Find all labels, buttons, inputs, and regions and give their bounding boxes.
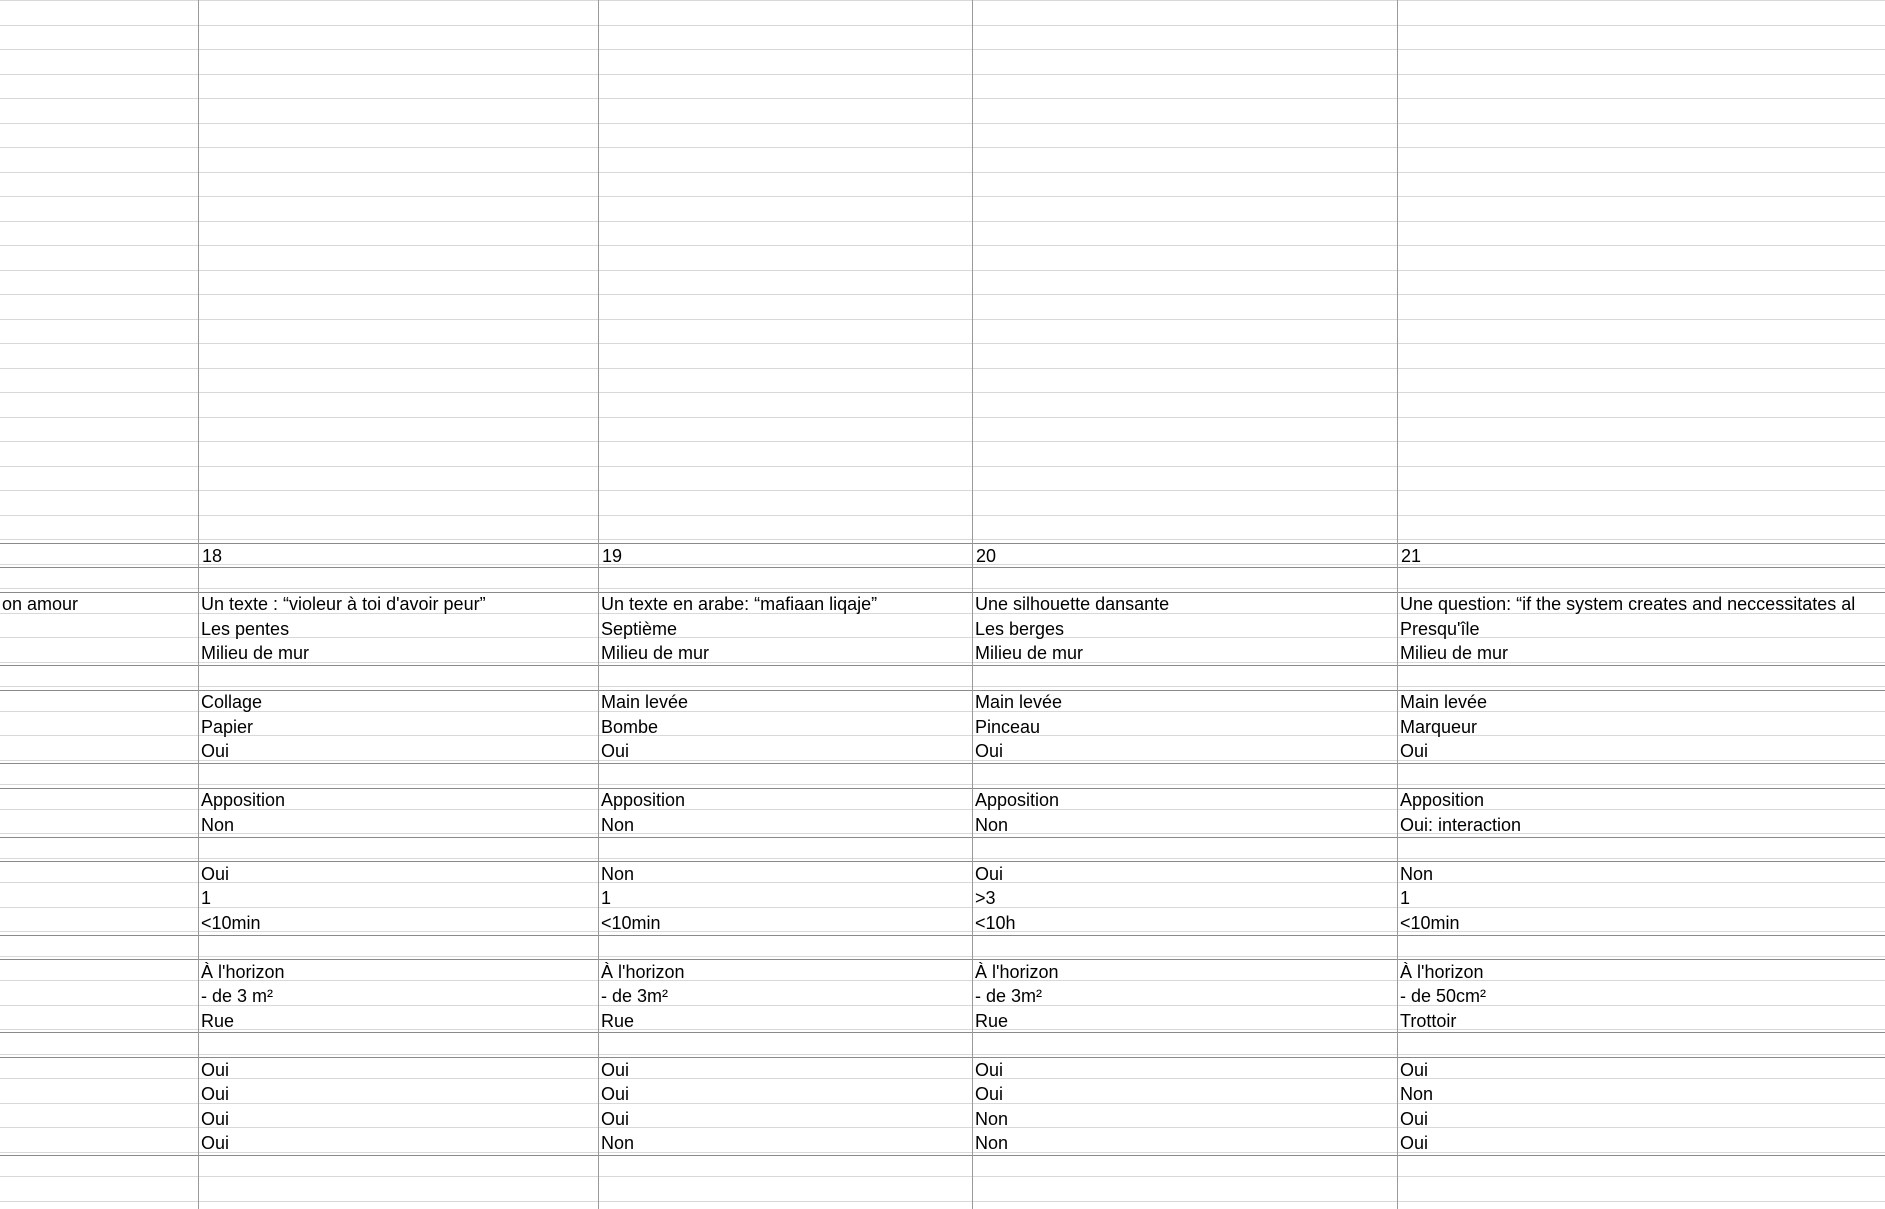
table-cell[interactable]: <10min (201, 912, 261, 933)
row-gridline (0, 123, 1885, 124)
row-gridline (0, 441, 1885, 442)
table-cell[interactable]: Un texte : “violeur à toi d'avoir peur” (201, 594, 486, 614)
table-cell[interactable]: Oui (201, 741, 230, 761)
row-gridline (0, 858, 1885, 859)
row-gridline (0, 319, 1885, 320)
table-cell[interactable]: <10min (1400, 912, 1460, 933)
row-gridline (0, 245, 1885, 246)
column-number-cell[interactable]: 20 (976, 546, 997, 566)
table-cell[interactable]: 1 (201, 888, 212, 908)
row-gridline (0, 1054, 1885, 1055)
table-cell[interactable]: Main levée (975, 692, 1063, 712)
table-cell[interactable]: Oui (201, 1108, 230, 1129)
row-gridline (0, 98, 1885, 99)
row-gridline (0, 686, 1885, 687)
row-border (0, 837, 1885, 838)
table-cell[interactable]: Trottoir (1400, 1010, 1457, 1031)
column-number-cell[interactable]: 19 (602, 546, 623, 566)
row-gridline (0, 25, 1885, 26)
table-cell[interactable]: on amour (2, 594, 79, 614)
table-cell[interactable]: Oui (1400, 1133, 1429, 1153)
table-cell[interactable]: Oui (601, 1059, 630, 1080)
table-cell[interactable]: Non (975, 1108, 1009, 1129)
column-number-cell[interactable]: 21 (1401, 546, 1422, 566)
row-gridline (0, 588, 1885, 589)
table-cell[interactable]: <10h (975, 912, 1016, 933)
row-border (0, 665, 1885, 666)
table-cell[interactable]: 1 (601, 888, 612, 908)
table-cell[interactable]: Presqu'île (1400, 618, 1480, 639)
row-gridline (0, 74, 1885, 75)
row-gridline (0, 343, 1885, 344)
table-cell[interactable]: Oui (201, 863, 230, 884)
table-cell[interactable]: Les berges (975, 618, 1065, 639)
table-cell[interactable]: Oui (975, 1084, 1004, 1104)
row-gridline (0, 392, 1885, 393)
row-gridline (0, 294, 1885, 295)
table-cell[interactable]: Apposition (601, 790, 686, 810)
row-gridline (0, 539, 1885, 540)
table-cell[interactable]: <10min (601, 912, 661, 933)
table-cell[interactable]: - de 3 m² (201, 986, 274, 1006)
table-cell[interactable]: Oui (1400, 741, 1429, 761)
row-gridline (0, 956, 1885, 957)
table-cell[interactable]: Septième (601, 618, 678, 639)
row-gridline (0, 368, 1885, 369)
table-cell[interactable]: Papier (201, 716, 254, 737)
table-cell[interactable]: À l'horizon (201, 961, 285, 982)
table-cell[interactable]: Oui (1400, 1108, 1429, 1129)
table-cell[interactable]: Collage (201, 692, 263, 712)
row-border (0, 1155, 1885, 1156)
table-cell[interactable]: Pinceau (975, 716, 1041, 737)
table-cell[interactable]: Un texte en arabe: “mafiaan liqaje” (601, 594, 878, 614)
table-cell[interactable]: >3 (975, 888, 996, 908)
table-cell[interactable]: Apposition (201, 790, 286, 810)
table-cell[interactable]: Main levée (1400, 692, 1488, 712)
row-gridline (0, 466, 1885, 467)
row-gridline (0, 270, 1885, 271)
table-cell[interactable]: Oui (201, 1059, 230, 1080)
row-gridline (0, 196, 1885, 197)
table-cell[interactable]: Milieu de mur (601, 643, 710, 663)
row-gridline (0, 515, 1885, 516)
table-cell[interactable]: Non (601, 814, 635, 835)
row-gridline (0, 172, 1885, 173)
table-cell[interactable]: Oui (601, 1084, 630, 1104)
column-number-cell[interactable]: 18 (202, 546, 223, 566)
row-gridline (0, 1201, 1885, 1202)
table-cell[interactable]: À l'horizon (601, 961, 685, 982)
table-cell[interactable]: Apposition (975, 790, 1060, 810)
table-cell[interactable]: Main levée (601, 692, 689, 712)
row-border (0, 763, 1885, 764)
table-cell[interactable]: - de 50cm² (1400, 986, 1487, 1006)
table-cell[interactable]: Non (1400, 1084, 1434, 1104)
row-gridline (0, 1176, 1885, 1177)
row-gridline (0, 490, 1885, 491)
table-cell[interactable]: - de 3m² (601, 986, 669, 1006)
row-gridline (0, 417, 1885, 418)
table-cell[interactable]: Rue (975, 1010, 1009, 1031)
table-cell[interactable]: Bombe (601, 716, 659, 737)
row-gridline (0, 49, 1885, 50)
table-cell[interactable]: Non (975, 1133, 1009, 1153)
table-cell[interactable]: Non (1400, 863, 1434, 884)
table-cell[interactable]: Oui (601, 1108, 630, 1129)
table-cell[interactable]: Oui: interaction (1400, 814, 1522, 835)
table-cell[interactable]: Oui (975, 1059, 1004, 1080)
table-cell[interactable]: Une question: “if the system creates and neccessitates al (1400, 594, 1856, 614)
table-cell[interactable]: À l'horizon (975, 961, 1059, 982)
table-cell[interactable]: Rue (601, 1010, 635, 1031)
table-cell[interactable]: Non (975, 814, 1009, 835)
row-gridline (0, 221, 1885, 222)
table-cell[interactable]: Oui (201, 1133, 230, 1153)
row-gridline (0, 0, 1885, 1)
table-cell[interactable]: À l'horizon (1400, 961, 1484, 982)
table-cell[interactable]: Les pentes (201, 618, 290, 639)
table-cell[interactable]: Une silhouette dansante (975, 594, 1170, 614)
table-cell[interactable]: Oui (975, 741, 1004, 761)
table-cell[interactable]: Non (201, 814, 235, 835)
table-cell[interactable]: Milieu de mur (201, 643, 310, 663)
table-cell[interactable]: Milieu de mur (975, 643, 1084, 663)
table-cell[interactable]: Non (601, 863, 635, 884)
table-cell[interactable]: - de 3m² (975, 986, 1043, 1006)
table-cell[interactable]: Oui (601, 741, 630, 761)
table-cell[interactable]: 1 (1400, 888, 1411, 908)
table-cell[interactable]: Non (601, 1133, 635, 1153)
table-cell[interactable]: Milieu de mur (1400, 643, 1509, 663)
table-cell[interactable]: Apposition (1400, 790, 1485, 810)
row-gridline (0, 784, 1885, 785)
table-cell[interactable]: Oui (975, 863, 1004, 884)
row-border (0, 935, 1885, 936)
table-cell[interactable]: Marqueur (1400, 716, 1478, 737)
row-gridline (0, 147, 1885, 148)
table-cell[interactable]: Oui (1400, 1059, 1429, 1080)
table-cell[interactable]: Oui (201, 1084, 230, 1104)
table-cell[interactable]: Rue (201, 1010, 235, 1031)
